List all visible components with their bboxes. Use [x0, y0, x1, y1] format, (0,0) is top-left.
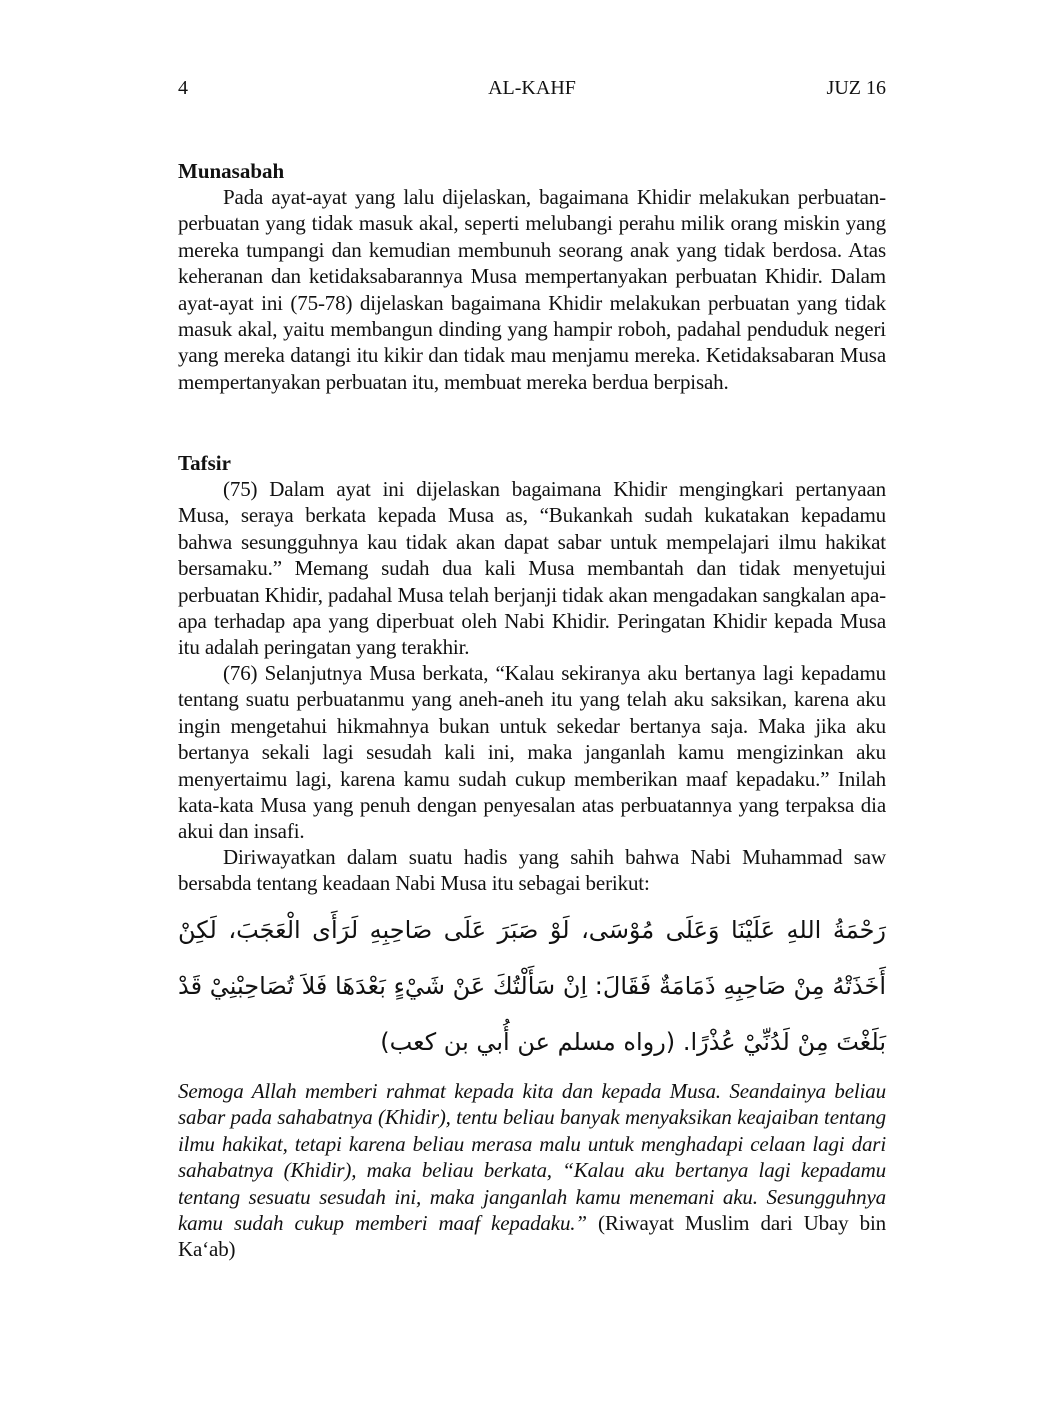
hadith-translation-italic: Semoga Allah memberi rahmat kepada kita dan kepada Musa. Seandainya beliau sabar pada sahabatnya (Khidir), tentu beliau banyak menyaksikan keajaiban tentang ilmu hakikat, tetapi karena beliau merasa malu untuk menghadapi celaan lagi dari sahabatnya (Khidir), maka beliau berkata, “Kalau aku bertanya lagi kepadamu tentang sesuatu sesudah ini, maka janganlah kamu menemani aku. Sesungguhnya kamu sudah cukup memberi maaf kepadaku.”	[178, 1079, 886, 1236]
surah-title: AL-KAHF	[488, 77, 576, 99]
running-header	[178, 74, 886, 102]
hadith-reference: (رواه مسلم عن أُبي بن كعب)	[380, 1028, 676, 1056]
munasabah-heading: Munasabah	[178, 159, 285, 183]
tafsir-paragraph-76: (76) Selanjutnya Musa berkata, “Kalau sekiranya aku bertanya lagi kepadamu tentang suatu perbuatanmu yang aneh-aneh itu yang telah aku saksikan, karena aku ingin mengetahui hikmahnya bukan untuk sekedar bertanya saja. Maka jika aku bertanya sekali lagi sesudah kali ini, maka janganlah kamu mengizinkan aku menyertaimu lagi, karena kamu sudah cukup memberikan maaf kepadaku.” Inilah kata-kata Musa yang penuh dengan penyesalan atas perbuatannya yang terpaksa dia akui dan insafi.	[178, 661, 886, 844]
page-number: 4	[178, 77, 188, 99]
hadith-source: (Riwayat Muslim dari Ubay bin Ka‘ab)	[178, 1211, 886, 1262]
hadith-arabic: رَحْمَةُ اللهِ عَلَيْنَا وَعَلَى مُوْسَى، لَوْ صَبَرَ عَلَى صَاحِبِهِ لَرَأَى الْعَجَبَ، لَكِنْ أَخَذَتْهُ مِنْ صَاحِبِهِ ذَمَامَةٌ فَقَالَ: اِنْ سَأَلْتُكَ عَنْ شَيْءٍ بَعْدَهَا فَلاَ تُصَاحِبْنِيْ قَدْ بَلَغْتَ مِنْ لَدُنِّيْ عُذْرًا.	[178, 916, 886, 1056]
juz-label: JUZ 16	[826, 77, 886, 99]
hadith-translation	[178, 1078, 886, 1263]
tafsir-heading: Tafsir	[178, 451, 231, 475]
hadith-arabic-text	[178, 902, 886, 1070]
tafsir-paragraph-hadith-intro: Diriwayatkan dalam suatu hadis yang sahih bahwa Nabi Muhammad saw bersabda tentang keadaan Nabi Musa itu sebagai berikut:	[178, 845, 886, 896]
tafsir-paragraph-75: (75) Dalam ayat ini dijelaskan bagaimana Khidir mengingkari pertanyaan Musa, seraya berkata kepada Musa as, “Bukankah sudah kukatakan kepadamu bahwa sesungguhnya kau tidak akan dapat sabar untuk mempelajari ilmu hakikat bersamaku.” Memang sudah dua kali Musa membantah dan tidak menyetujui perbuatan Khidir, padahal Musa telah berjanji tidak akan mengadakan sangkalan apa-apa terhadap apa yang diperbuat oleh Nabi Khidir. Peringatan Khidir kepada Musa itu adalah peringatan yang terakhir.	[178, 477, 886, 660]
munasabah-paragraph: Pada ayat-ayat yang lalu dijelaskan, bagaimana Khidir melakukan perbuatan-perbuatan yang tidak masuk akal, seperti melubangi perahu milik orang miskin yang mereka tumpangi dan kemudian membunuh seorang anak yang tidak berdosa. Atas keheranan dan ketidaksabarannya Musa mempertanyakan perbuatan Khidir. Dalam ayat-ayat ini (75-78) dijelaskan bagaimana Khidir melakukan perbuatan yang tidak masuk akal, yaitu membangun dinding yang hampir roboh, padahal penduduk negeri yang mereka datangi itu kikir dan tidak mau menjamu mereka. Ketidaksabaran Musa mempertanyakan perbuatan itu, membuat mereka berdua berpisah.	[178, 185, 886, 394]
